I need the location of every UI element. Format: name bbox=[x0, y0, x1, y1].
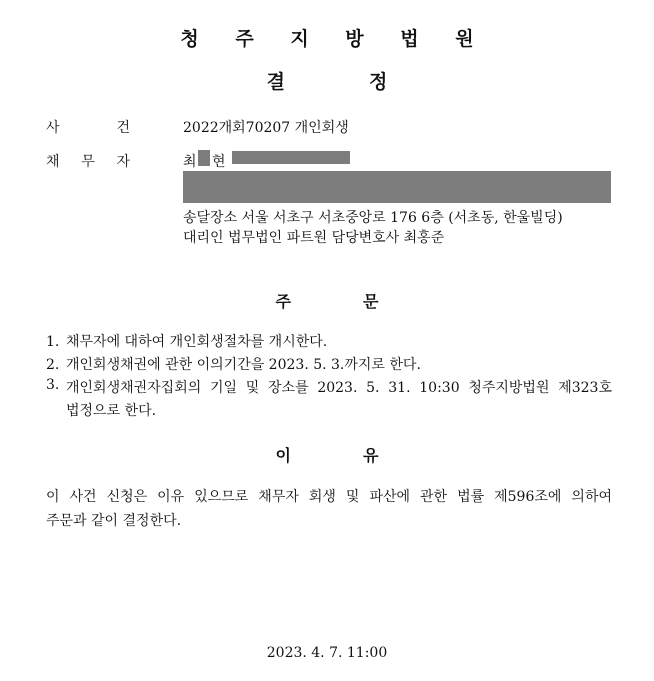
order-item bbox=[46, 354, 421, 374]
document-type-char-2: 정 bbox=[369, 71, 388, 93]
debtor-label-char-3: 자 bbox=[116, 154, 130, 170]
debtor-label-char-2: 무 bbox=[81, 154, 95, 170]
document-type-title bbox=[0, 67, 654, 94]
address-redaction bbox=[183, 171, 611, 203]
order-item-number: 2. bbox=[46, 357, 60, 373]
case-label bbox=[46, 117, 130, 137]
order-item-text: 개인회생채권에 관한 이의기간을 2023. 5. 3.까지로 한다. bbox=[66, 357, 421, 373]
order-item bbox=[46, 331, 327, 351]
service-address: 송달장소 서울 서초구 서초중앙로 176 6층 (서초동, 한울빌딩) bbox=[183, 210, 563, 226]
order-item-number: 3. bbox=[46, 377, 60, 393]
reason-heading-char-2: 유 bbox=[363, 446, 379, 465]
debtor-name-first: 최 bbox=[183, 154, 197, 170]
legal-agent: 대리인 법무법인 파트원 담당변호사 최홍준 bbox=[183, 230, 445, 246]
id-redaction bbox=[232, 151, 350, 164]
reason-heading bbox=[0, 443, 654, 466]
order-item-continuation: 법정으로 한다. bbox=[66, 403, 157, 419]
debtor-name-last: 현 bbox=[212, 154, 226, 170]
order-heading bbox=[0, 289, 654, 312]
case-label-char-1: 사 bbox=[46, 120, 60, 136]
debtor-label bbox=[46, 151, 130, 171]
document-type-char-1: 결 bbox=[266, 71, 285, 93]
debtor-label-char-1: 채 bbox=[46, 154, 60, 170]
reason-text-line-2: 주문과 같이 결정한다. bbox=[46, 513, 182, 529]
name-redaction bbox=[198, 150, 210, 166]
order-item bbox=[46, 377, 612, 397]
order-heading-char-2: 문 bbox=[363, 292, 379, 311]
reason-heading-char-1: 이 bbox=[275, 446, 291, 465]
court-name: 청 주 지 방 법 원 bbox=[180, 28, 489, 50]
decision-date: 2023. 4. 7. 11:00 bbox=[266, 645, 388, 661]
order-item-number: 1. bbox=[46, 334, 60, 350]
case-number: 2022개회70207 개인회생 bbox=[183, 120, 349, 136]
order-heading-char-1: 주 bbox=[275, 292, 291, 311]
order-item-text: 채무자에 대하여 개인회생절차를 개시한다. bbox=[66, 334, 328, 350]
case-label-char-2: 건 bbox=[116, 120, 130, 136]
order-item-text: 개인회생채권자집회의 기일 및 장소를 2023. 5. 31. 10:30 청주지방법원 제323호 bbox=[66, 380, 612, 396]
reason-text-line-1: 이 사건 신청은 이유 있으므로 채무자 회생 및 파산에 관한 법률 제596조에 의하여 bbox=[46, 489, 612, 505]
